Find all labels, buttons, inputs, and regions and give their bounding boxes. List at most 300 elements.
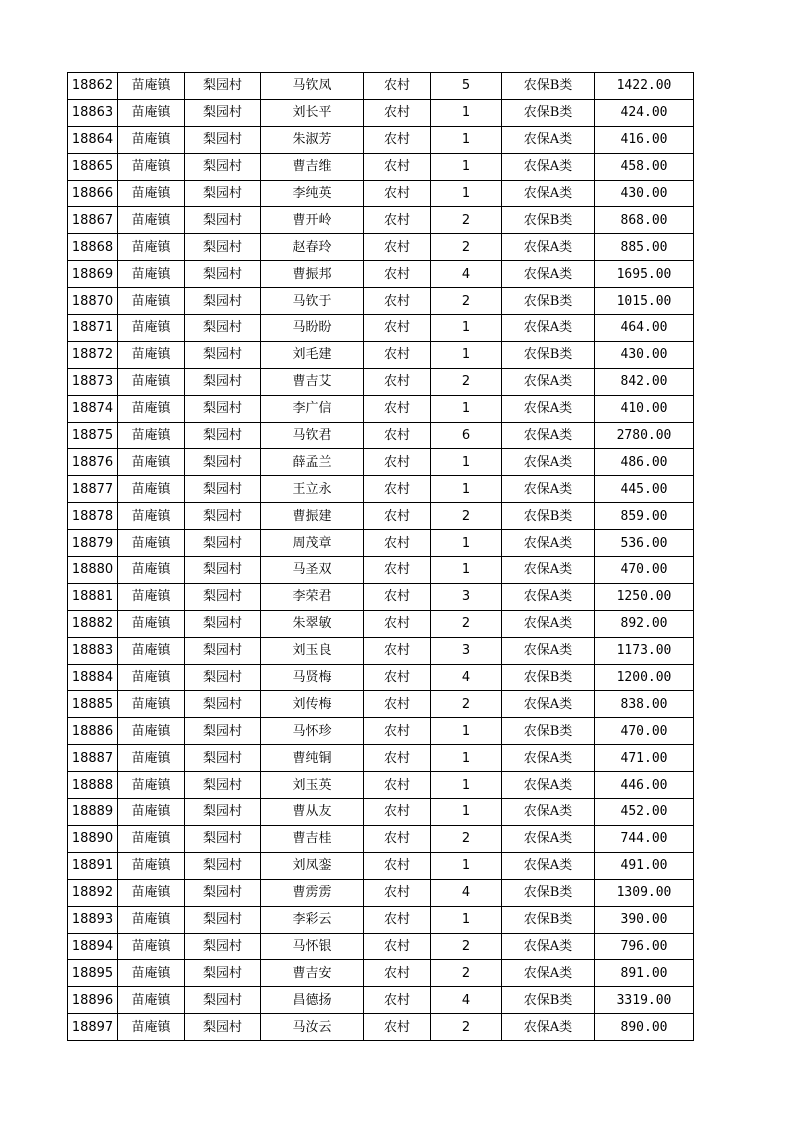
table-row <box>68 288 694 315</box>
insurance-class-cell: 农保A类 <box>502 126 595 153</box>
member-count-cell: 3 <box>431 583 502 610</box>
member-count-cell: 1 <box>431 153 502 180</box>
town-cell: 苗庵镇 <box>118 718 185 745</box>
village-cell: 梨园村 <box>185 341 261 368</box>
person-name-cell: 曹从友 <box>261 799 364 826</box>
table-row <box>68 476 694 503</box>
town-cell: 苗庵镇 <box>118 799 185 826</box>
table-row <box>68 422 694 449</box>
insurance-class-cell: 农保A类 <box>502 368 595 395</box>
member-count-cell: 1 <box>431 341 502 368</box>
amount-cell: 868.00 <box>595 207 694 234</box>
table-row <box>68 772 694 799</box>
member-count-cell: 1 <box>431 530 502 557</box>
person-name-cell: 马贤梅 <box>261 664 364 691</box>
roster-table <box>67 72 694 1041</box>
town-cell: 苗庵镇 <box>118 852 185 879</box>
amount-cell: 842.00 <box>595 368 694 395</box>
member-count-cell: 2 <box>431 1014 502 1041</box>
household-type-cell: 农村 <box>364 583 431 610</box>
record-id-cell: 18882 <box>68 610 118 637</box>
table-row <box>68 99 694 126</box>
town-cell: 苗庵镇 <box>118 315 185 342</box>
amount-cell: 891.00 <box>595 960 694 987</box>
table-row <box>68 449 694 476</box>
amount-cell: 491.00 <box>595 852 694 879</box>
village-cell: 梨园村 <box>185 583 261 610</box>
amount-cell: 536.00 <box>595 530 694 557</box>
insurance-class-cell: 农保A类 <box>502 637 595 664</box>
insurance-class-cell: 农保A类 <box>502 449 595 476</box>
table-row <box>68 341 694 368</box>
table-row <box>68 153 694 180</box>
town-cell: 苗庵镇 <box>118 503 185 530</box>
member-count-cell: 1 <box>431 852 502 879</box>
amount-cell: 796.00 <box>595 933 694 960</box>
insurance-class-cell: 农保A类 <box>502 852 595 879</box>
village-cell: 梨园村 <box>185 960 261 987</box>
village-cell: 梨园村 <box>185 987 261 1014</box>
village-cell: 梨园村 <box>185 503 261 530</box>
village-cell: 梨园村 <box>185 825 261 852</box>
member-count-cell: 1 <box>431 557 502 584</box>
household-type-cell: 农村 <box>364 852 431 879</box>
amount-cell: 1015.00 <box>595 288 694 315</box>
member-count-cell: 2 <box>431 960 502 987</box>
person-name-cell: 刘毛建 <box>261 341 364 368</box>
member-count-cell: 6 <box>431 422 502 449</box>
insurance-class-cell: 农保A类 <box>502 422 595 449</box>
town-cell: 苗庵镇 <box>118 153 185 180</box>
household-type-cell: 农村 <box>364 772 431 799</box>
member-count-cell: 2 <box>431 368 502 395</box>
household-type-cell: 农村 <box>364 449 431 476</box>
person-name-cell: 马汝云 <box>261 1014 364 1041</box>
insurance-class-cell: 农保B类 <box>502 288 595 315</box>
household-type-cell: 农村 <box>364 73 431 100</box>
member-count-cell: 2 <box>431 691 502 718</box>
amount-cell: 1422.00 <box>595 73 694 100</box>
record-id-cell: 18871 <box>68 315 118 342</box>
amount-cell: 471.00 <box>595 745 694 772</box>
member-count-cell: 2 <box>431 503 502 530</box>
person-name-cell: 曹开岭 <box>261 207 364 234</box>
amount-cell: 1200.00 <box>595 664 694 691</box>
insurance-class-cell: 农保A类 <box>502 180 595 207</box>
record-id-cell: 18886 <box>68 718 118 745</box>
insurance-class-cell: 农保B类 <box>502 906 595 933</box>
member-count-cell: 2 <box>431 234 502 261</box>
town-cell: 苗庵镇 <box>118 745 185 772</box>
household-type-cell: 农村 <box>364 691 431 718</box>
table-row <box>68 583 694 610</box>
table-row <box>68 180 694 207</box>
table-row <box>68 530 694 557</box>
person-name-cell: 曹吉艾 <box>261 368 364 395</box>
person-name-cell: 马盼盼 <box>261 315 364 342</box>
insurance-class-cell: 农保B类 <box>502 987 595 1014</box>
record-id-cell: 18894 <box>68 933 118 960</box>
person-name-cell: 马钦于 <box>261 288 364 315</box>
village-cell: 梨园村 <box>185 180 261 207</box>
amount-cell: 446.00 <box>595 772 694 799</box>
record-id-cell: 18893 <box>68 906 118 933</box>
town-cell: 苗庵镇 <box>118 395 185 422</box>
insurance-class-cell: 农保A类 <box>502 1014 595 1041</box>
record-id-cell: 18865 <box>68 153 118 180</box>
village-cell: 梨园村 <box>185 126 261 153</box>
person-name-cell: 李纯英 <box>261 180 364 207</box>
town-cell: 苗庵镇 <box>118 341 185 368</box>
insurance-class-cell: 农保A类 <box>502 583 595 610</box>
household-type-cell: 农村 <box>364 933 431 960</box>
member-count-cell: 3 <box>431 637 502 664</box>
town-cell: 苗庵镇 <box>118 637 185 664</box>
insurance-class-cell: 农保B类 <box>502 73 595 100</box>
household-type-cell: 农村 <box>364 799 431 826</box>
insurance-class-cell: 农保B类 <box>502 503 595 530</box>
record-id-cell: 18889 <box>68 799 118 826</box>
table-row <box>68 664 694 691</box>
member-count-cell: 1 <box>431 180 502 207</box>
town-cell: 苗庵镇 <box>118 476 185 503</box>
person-name-cell: 曹雳雳 <box>261 879 364 906</box>
person-name-cell: 马怀银 <box>261 933 364 960</box>
insurance-class-cell: 农保A类 <box>502 745 595 772</box>
household-type-cell: 农村 <box>364 960 431 987</box>
record-id-cell: 18872 <box>68 341 118 368</box>
town-cell: 苗庵镇 <box>118 987 185 1014</box>
household-type-cell: 农村 <box>364 745 431 772</box>
amount-cell: 2780.00 <box>595 422 694 449</box>
person-name-cell: 马钦君 <box>261 422 364 449</box>
table-row <box>68 126 694 153</box>
amount-cell: 445.00 <box>595 476 694 503</box>
household-type-cell: 农村 <box>364 422 431 449</box>
amount-cell: 859.00 <box>595 503 694 530</box>
town-cell: 苗庵镇 <box>118 1014 185 1041</box>
member-count-cell: 1 <box>431 315 502 342</box>
household-type-cell: 农村 <box>364 315 431 342</box>
person-name-cell: 赵春玲 <box>261 234 364 261</box>
amount-cell: 486.00 <box>595 449 694 476</box>
village-cell: 梨园村 <box>185 879 261 906</box>
person-name-cell: 曹吉维 <box>261 153 364 180</box>
village-cell: 梨园村 <box>185 422 261 449</box>
record-id-cell: 18869 <box>68 261 118 288</box>
household-type-cell: 农村 <box>364 153 431 180</box>
insurance-class-cell: 农保A类 <box>502 933 595 960</box>
household-type-cell: 农村 <box>364 610 431 637</box>
member-count-cell: 2 <box>431 933 502 960</box>
household-type-cell: 农村 <box>364 664 431 691</box>
village-cell: 梨园村 <box>185 207 261 234</box>
record-id-cell: 18891 <box>68 852 118 879</box>
town-cell: 苗庵镇 <box>118 960 185 987</box>
member-count-cell: 4 <box>431 261 502 288</box>
member-count-cell: 1 <box>431 126 502 153</box>
member-count-cell: 1 <box>431 906 502 933</box>
town-cell: 苗庵镇 <box>118 73 185 100</box>
household-type-cell: 农村 <box>364 530 431 557</box>
person-name-cell: 马圣双 <box>261 557 364 584</box>
person-name-cell: 昌德扬 <box>261 987 364 1014</box>
record-id-cell: 18895 <box>68 960 118 987</box>
member-count-cell: 2 <box>431 610 502 637</box>
insurance-class-cell: 农保A类 <box>502 825 595 852</box>
household-type-cell: 农村 <box>364 1014 431 1041</box>
table-row <box>68 879 694 906</box>
household-type-cell: 农村 <box>364 288 431 315</box>
record-id-cell: 18873 <box>68 368 118 395</box>
household-type-cell: 农村 <box>364 180 431 207</box>
household-type-cell: 农村 <box>364 207 431 234</box>
person-name-cell: 李荣君 <box>261 583 364 610</box>
amount-cell: 424.00 <box>595 99 694 126</box>
table-row <box>68 557 694 584</box>
table-row <box>68 745 694 772</box>
amount-cell: 464.00 <box>595 315 694 342</box>
village-cell: 梨园村 <box>185 691 261 718</box>
village-cell: 梨园村 <box>185 1014 261 1041</box>
member-count-cell: 1 <box>431 745 502 772</box>
village-cell: 梨园村 <box>185 637 261 664</box>
household-type-cell: 农村 <box>364 476 431 503</box>
member-count-cell: 2 <box>431 288 502 315</box>
household-type-cell: 农村 <box>364 557 431 584</box>
member-count-cell: 1 <box>431 772 502 799</box>
town-cell: 苗庵镇 <box>118 772 185 799</box>
record-id-cell: 18862 <box>68 73 118 100</box>
insurance-class-cell: 农保A类 <box>502 153 595 180</box>
amount-cell: 1250.00 <box>595 583 694 610</box>
table-row <box>68 718 694 745</box>
town-cell: 苗庵镇 <box>118 583 185 610</box>
household-type-cell: 农村 <box>364 906 431 933</box>
insurance-class-cell: 农保A类 <box>502 315 595 342</box>
person-name-cell: 曹振邦 <box>261 261 364 288</box>
table-row <box>68 691 694 718</box>
person-name-cell: 刘玉良 <box>261 637 364 664</box>
household-type-cell: 农村 <box>364 261 431 288</box>
record-id-cell: 18884 <box>68 664 118 691</box>
table-row <box>68 503 694 530</box>
record-id-cell: 18892 <box>68 879 118 906</box>
insurance-class-cell: 农保A类 <box>502 530 595 557</box>
table-row <box>68 637 694 664</box>
insurance-class-cell: 农保B类 <box>502 718 595 745</box>
member-count-cell: 1 <box>431 395 502 422</box>
insurance-class-cell: 农保A类 <box>502 610 595 637</box>
insurance-class-cell: 农保A类 <box>502 691 595 718</box>
village-cell: 梨园村 <box>185 288 261 315</box>
town-cell: 苗庵镇 <box>118 664 185 691</box>
person-name-cell: 曹吉桂 <box>261 825 364 852</box>
town-cell: 苗庵镇 <box>118 557 185 584</box>
amount-cell: 452.00 <box>595 799 694 826</box>
amount-cell: 890.00 <box>595 1014 694 1041</box>
record-id-cell: 18897 <box>68 1014 118 1041</box>
household-type-cell: 农村 <box>364 637 431 664</box>
village-cell: 梨园村 <box>185 852 261 879</box>
record-id-cell: 18874 <box>68 395 118 422</box>
member-count-cell: 2 <box>431 825 502 852</box>
record-id-cell: 18866 <box>68 180 118 207</box>
record-id-cell: 18883 <box>68 637 118 664</box>
record-id-cell: 18881 <box>68 583 118 610</box>
household-type-cell: 农村 <box>364 503 431 530</box>
household-type-cell: 农村 <box>364 368 431 395</box>
member-count-cell: 1 <box>431 718 502 745</box>
town-cell: 苗庵镇 <box>118 879 185 906</box>
town-cell: 苗庵镇 <box>118 234 185 261</box>
insurance-class-cell: 农保A类 <box>502 772 595 799</box>
amount-cell: 470.00 <box>595 557 694 584</box>
amount-cell: 1695.00 <box>595 261 694 288</box>
household-type-cell: 农村 <box>364 341 431 368</box>
village-cell: 梨园村 <box>185 772 261 799</box>
member-count-cell: 4 <box>431 879 502 906</box>
amount-cell: 885.00 <box>595 234 694 261</box>
village-cell: 梨园村 <box>185 664 261 691</box>
member-count-cell: 4 <box>431 664 502 691</box>
village-cell: 梨园村 <box>185 530 261 557</box>
table-row <box>68 960 694 987</box>
village-cell: 梨园村 <box>185 368 261 395</box>
town-cell: 苗庵镇 <box>118 180 185 207</box>
record-id-cell: 18888 <box>68 772 118 799</box>
village-cell: 梨园村 <box>185 99 261 126</box>
member-count-cell: 4 <box>431 987 502 1014</box>
record-id-cell: 18879 <box>68 530 118 557</box>
town-cell: 苗庵镇 <box>118 207 185 234</box>
record-id-cell: 18890 <box>68 825 118 852</box>
person-name-cell: 曹纯铜 <box>261 745 364 772</box>
village-cell: 梨园村 <box>185 745 261 772</box>
household-type-cell: 农村 <box>364 234 431 261</box>
person-name-cell: 马怀珍 <box>261 718 364 745</box>
village-cell: 梨园村 <box>185 234 261 261</box>
table-row <box>68 825 694 852</box>
insurance-class-cell: 农保A类 <box>502 476 595 503</box>
record-id-cell: 18887 <box>68 745 118 772</box>
table-row <box>68 261 694 288</box>
town-cell: 苗庵镇 <box>118 126 185 153</box>
household-type-cell: 农村 <box>364 987 431 1014</box>
town-cell: 苗庵镇 <box>118 99 185 126</box>
village-cell: 梨园村 <box>185 933 261 960</box>
town-cell: 苗庵镇 <box>118 449 185 476</box>
record-id-cell: 18896 <box>68 987 118 1014</box>
insurance-class-cell: 农保A类 <box>502 960 595 987</box>
person-name-cell: 马钦凤 <box>261 73 364 100</box>
village-cell: 梨园村 <box>185 73 261 100</box>
amount-cell: 1173.00 <box>595 637 694 664</box>
amount-cell: 892.00 <box>595 610 694 637</box>
person-name-cell: 朱淑芳 <box>261 126 364 153</box>
table-row <box>68 207 694 234</box>
amount-cell: 458.00 <box>595 153 694 180</box>
table-row <box>68 906 694 933</box>
amount-cell: 410.00 <box>595 395 694 422</box>
amount-cell: 390.00 <box>595 906 694 933</box>
person-name-cell: 刘玉英 <box>261 772 364 799</box>
village-cell: 梨园村 <box>185 395 261 422</box>
member-count-cell: 2 <box>431 207 502 234</box>
table-row <box>68 933 694 960</box>
person-name-cell: 刘传梅 <box>261 691 364 718</box>
town-cell: 苗庵镇 <box>118 261 185 288</box>
amount-cell: 430.00 <box>595 180 694 207</box>
roster-body <box>68 73 694 1041</box>
insurance-class-cell: 农保A类 <box>502 799 595 826</box>
table-row <box>68 395 694 422</box>
amount-cell: 744.00 <box>595 825 694 852</box>
member-count-cell: 1 <box>431 476 502 503</box>
town-cell: 苗庵镇 <box>118 368 185 395</box>
town-cell: 苗庵镇 <box>118 610 185 637</box>
town-cell: 苗庵镇 <box>118 933 185 960</box>
record-id-cell: 18870 <box>68 288 118 315</box>
insurance-class-cell: 农保B类 <box>502 879 595 906</box>
person-name-cell: 王立永 <box>261 476 364 503</box>
household-type-cell: 农村 <box>364 126 431 153</box>
person-name-cell: 刘长平 <box>261 99 364 126</box>
insurance-class-cell: 农保A类 <box>502 261 595 288</box>
record-id-cell: 18878 <box>68 503 118 530</box>
person-name-cell: 李彩云 <box>261 906 364 933</box>
table-row <box>68 73 694 100</box>
insurance-class-cell: 农保A类 <box>502 557 595 584</box>
village-cell: 梨园村 <box>185 557 261 584</box>
village-cell: 梨园村 <box>185 610 261 637</box>
amount-cell: 470.00 <box>595 718 694 745</box>
insurance-class-cell: 农保B类 <box>502 664 595 691</box>
person-name-cell: 薛孟兰 <box>261 449 364 476</box>
person-name-cell: 刘凤銮 <box>261 852 364 879</box>
member-count-cell: 5 <box>431 73 502 100</box>
town-cell: 苗庵镇 <box>118 906 185 933</box>
amount-cell: 416.00 <box>595 126 694 153</box>
insurance-class-cell: 农保B类 <box>502 99 595 126</box>
amount-cell: 1309.00 <box>595 879 694 906</box>
record-id-cell: 18880 <box>68 557 118 584</box>
village-cell: 梨园村 <box>185 153 261 180</box>
insurance-class-cell: 农保B类 <box>502 207 595 234</box>
record-id-cell: 18867 <box>68 207 118 234</box>
member-count-cell: 1 <box>431 799 502 826</box>
member-count-cell: 1 <box>431 449 502 476</box>
village-cell: 梨园村 <box>185 718 261 745</box>
town-cell: 苗庵镇 <box>118 530 185 557</box>
village-cell: 梨园村 <box>185 799 261 826</box>
village-cell: 梨园村 <box>185 476 261 503</box>
village-cell: 梨园村 <box>185 315 261 342</box>
table-row <box>68 368 694 395</box>
village-cell: 梨园村 <box>185 906 261 933</box>
town-cell: 苗庵镇 <box>118 825 185 852</box>
person-name-cell: 曹振建 <box>261 503 364 530</box>
record-id-cell: 18875 <box>68 422 118 449</box>
table-row <box>68 852 694 879</box>
amount-cell: 430.00 <box>595 341 694 368</box>
person-name-cell: 朱翠敏 <box>261 610 364 637</box>
table-row <box>68 799 694 826</box>
town-cell: 苗庵镇 <box>118 691 185 718</box>
household-type-cell: 农村 <box>364 879 431 906</box>
table-row <box>68 610 694 637</box>
amount-cell: 838.00 <box>595 691 694 718</box>
